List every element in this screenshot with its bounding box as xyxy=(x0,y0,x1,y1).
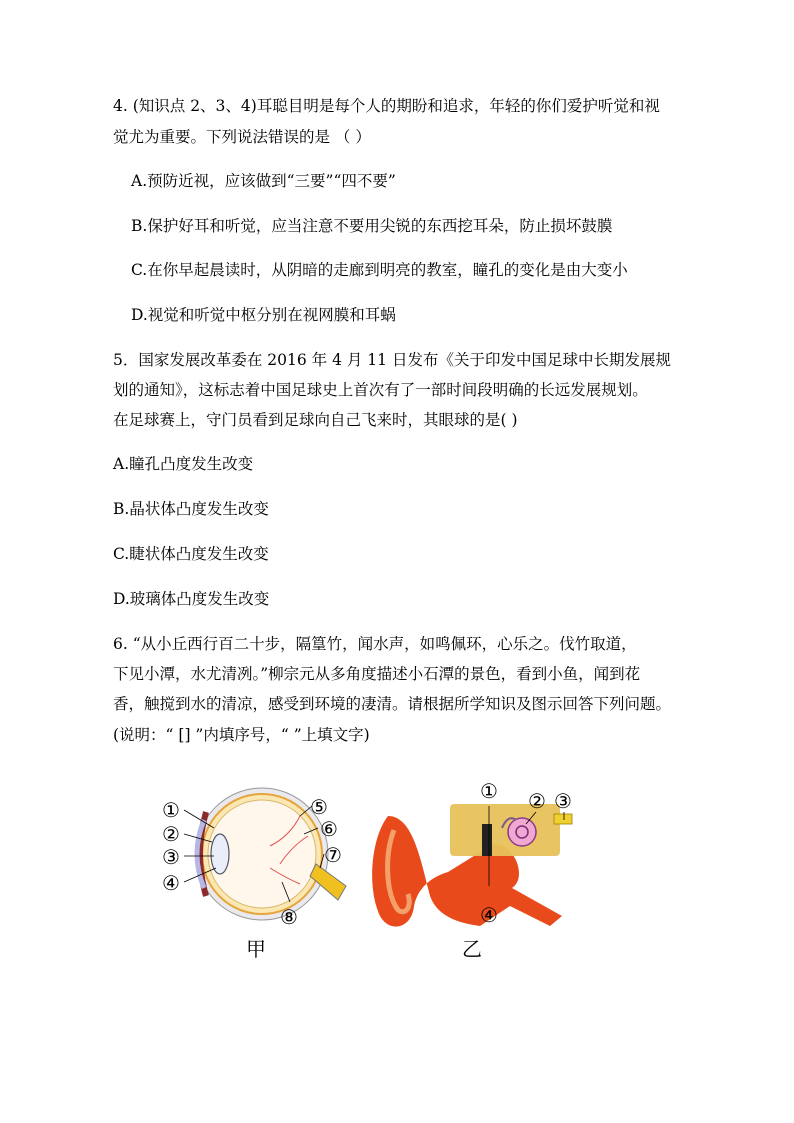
eye-label-6: ⑥ xyxy=(320,817,338,841)
ear-diagram xyxy=(372,804,572,927)
q4-option-b: B.保护好耳和听觉，应当注意不要用尖锐的东西挖耳朵，防止损坏鼓膜 xyxy=(131,217,613,235)
q5-stem-line3: 在足球赛上，守门员看到足球向自己飞来时，其眼球的是( ) xyxy=(113,411,518,429)
eye-label-2: ② xyxy=(162,822,180,846)
ear-label-3: ③ xyxy=(554,789,572,813)
eye-label-3: ③ xyxy=(162,845,180,869)
eye-label-8: ⑧ xyxy=(280,905,298,929)
eye-label-4: ④ xyxy=(162,871,180,895)
q4-option-c: C.在你早起晨读时，从阴暗的走廊到明亮的教室，瞳孔的变化是由大变小 xyxy=(131,261,628,279)
eye-ear-figure xyxy=(150,776,590,966)
ear-caption: 乙 xyxy=(462,937,482,961)
q6-stem-line3: 香，触搅到水的清凉，感受到环境的凄清。请根据所学知识及图示回答下列问题。 xyxy=(113,695,672,713)
ear-label-2: ② xyxy=(528,789,546,813)
ear-label-4: ④ xyxy=(480,903,498,927)
q5-stem-line2: 划的通知》，这标志着中国足球史上首次有了一部时间段明确的长远发展规划。 xyxy=(113,381,648,399)
eye-label-5: ⑤ xyxy=(310,795,328,819)
eye-caption: 甲 xyxy=(246,937,266,961)
q5-stem-line1: 5．国家发展改革委在 2016 年 4 月 11 日发布《关于印发中国足球中长期发展规 xyxy=(113,351,671,369)
ear-label-1: ① xyxy=(480,779,498,803)
q4-option-d: D.视觉和听觉中枢分别在视网膜和耳蜗 xyxy=(131,306,396,324)
q5-option-b: B.晶状体凸度发生改变 xyxy=(113,500,269,518)
q6-stem-line2: 下见小潭，水尤清冽。”柳宗元从多角度描述小石潭的景色，看到小鱼，闻到花 xyxy=(113,665,641,683)
q5-option-a: A.瞳孔凸度发生改变 xyxy=(113,455,254,473)
q5-option-c: C.睫状体凸度发生改变 xyxy=(113,545,269,563)
q6-stem-line4: (说明：“ [] ”内填序号，“ ”上填文字) xyxy=(113,726,370,744)
ear-cochlea xyxy=(508,818,536,846)
q4-stem-line2: 觉尤为重要。下列说法错误的是 （ ） xyxy=(113,128,371,146)
eye-label-7: ⑦ xyxy=(324,843,342,867)
eye-label-1: ① xyxy=(162,798,180,822)
ear-auditory-nerve xyxy=(554,814,572,824)
ear-eardrum xyxy=(482,824,492,856)
q4-stem-line1: 4. (知识点 2、3、4)耳聪目明是每个人的期盼和追求，年轻的你们爱护听觉和视 xyxy=(113,97,660,115)
eye-lens xyxy=(211,834,229,874)
q6-stem-line1: 6. “从小丘西行百二十步，隔篁竹，闻水声，如鸣佩环，心乐之。伐竹取道， xyxy=(113,635,637,653)
q4-option-a: A.预防近视，应该做到“三要”“四不要” xyxy=(131,172,396,190)
q5-option-d: D.玻璃体凸度发生改变 xyxy=(113,590,270,608)
